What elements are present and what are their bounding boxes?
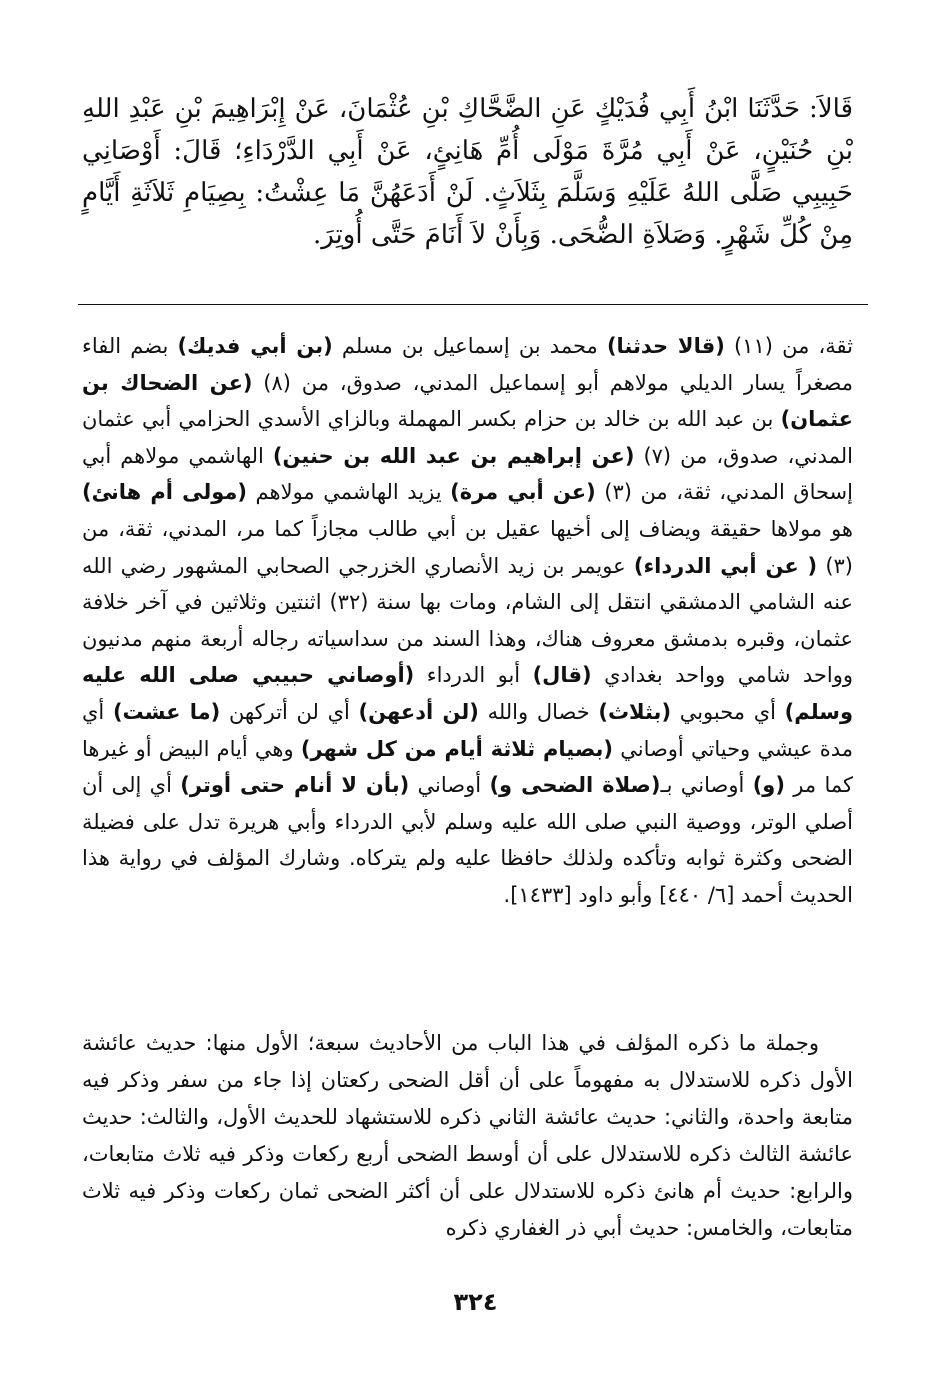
commentary-bold-segment: ( عن أبي الدرداء) [633,553,818,578]
commentary-segment: محمد بن إسماعيل بن مسلم [332,334,607,358]
commentary-bold-segment: (لن أدعهن) [358,699,479,724]
commentary-bold-segment: (أوصاني حبيبي صلى الله عليه وسلم) [82,663,853,724]
commentary-segment: ثقة، من (١١) [724,334,853,358]
commentary-segment: الهاشمي مولاهم أبي إسحاق المدني، ثقة، من (٣) [82,443,853,505]
commentary-segment: يزيد الهاشمي مولاهم [247,480,451,505]
commentary-bold-segment: (و) [752,773,785,798]
hadith-text: قَالاَ: حَدَّثَنَا ابْنُ أَبِي فُدَيْكٍ عَنِ الضَّحَّاكِ بْنِ عُثْمَانَ، عَنْ إِبْرَاهِيمَ بْنِ عَبْدِ اللهِ بْنِ حُنَيْنٍ، عَنْ أَبِي مُرَّةَ مَوْلَى أُمِّ هَانِئٍ، عَنْ أَبِي الدَّرْدَاءِ؛ قَالَ: أَوْصَانِي حَبِيبِي صَلَّى اللهُ عَلَيْهِ وَسَلَّمَ بِثَلاَثٍ. لَنْ أَدَعَهُنَّ مَا عِشْتُ: بِصِيَامِ ثَلاَثَةِ أَيَّامٍ مِنْ كُلِّ شَهْرٍ. وَصَلاَةِ الضُّحَى. وَبِأَنْ لاَ أَنَامَ حَتَّى أُوتِرَ. [82,94,853,250]
commentary-bold-segment: (بأن لا أنام حتى أوتر) [180,773,410,798]
chapter-summary-text: وجملة ما ذكره المؤلف في هذا الباب من الأحاديث سبعة؛ الأول منها: حديث عائشة الأول ذكره للاستدلال به مفهوماً على أن أقل الضحى ركعتان إذا جاء من سفر وذكر فيه متابعة واحدة، والثاني: حديث عائشة الثاني ذكره للاستشهاد للحديث الأول، والثالث: حديث عائشة الثالث ذكره للاستدلال على أن أوسط الضحى أربع ركعات وذكر فيه ثلاث متابعات، والرابع: حديث أم هانئ ذكره للاستدلال على أن أكثر الضحى ثمان ركعات وذكر فيه ثلاث متابعات، والخامس: حديث أبي ذر الغفاري ذكره [82,1031,853,1240]
commentary-segment: أوصاني [409,773,490,798]
commentary-bold-segment: (قال) [532,663,592,688]
commentary-segment: هو مولاها حقيقة ويضاف إلى أخيها عقيل بن أبي طالب مجازاً كما مر، المدني، ثقة، من (٣) [82,516,853,578]
commentary-segment: أبو الدرداء [414,663,533,688]
commentary-bold-segment: (بثلاث) [598,699,672,724]
commentary-bold-segment: (بن أبي فديك) [177,334,333,358]
commentary-segment: أوصاني بـ [660,773,753,798]
commentary-bold-segment: (بصيام ثلاثة أيام من كل شهر) [300,736,613,761]
page-number: ٣٢٤ [453,1288,498,1316]
commentary-bold-segment: (عن إبراهيم بن عبد الله بن حنين) [272,443,635,468]
commentary-segment: أي إلى أن أصلي الوتر، ووصية النبي صلى الله عليه وسلم لأبي الدرداء وأبي هريرة تدل على فضيلة الضحى وكثرة ثوابه وتأكده ولذلك حافظا عليه ولم يتركاه. وشارك المؤلف في رواية هذا الحديث أحمد [٦/ ٤٤٠] وأبو داود [١٤٣٣]. [82,773,853,907]
commentary-segment: أي لن أتركهن [220,699,359,724]
commentary-segment: أي محبوبي [671,699,785,724]
commentary-text [82,328,853,914]
footnote-separator-line [78,304,868,305]
commentary-segment: عويمر بن زيد الأنصاري الخزرجي الصحابي المشهور رضي الله عنه الشامي الدمشقي انتقل إلى الشام، ومات بها سنة (٣٢) اثنتين وثلاثين في آخر خلافة عثمان، وقبره بدمشق معروف هناك، وهذا السند من سداسياته رجاله أربعة منهم مدنيون وواحد شامي وواحد بغدادي [82,553,853,688]
commentary-bold-segment: (مولى أم هانئ) [82,480,248,505]
commentary-bold-segment: (ما عشت) [112,699,221,724]
commentary-segment: بضم الفاء مصغراً يسار الديلي مولاهم أبو إسماعيل المدني، صدوق، من (٨) [82,334,853,395]
commentary-segment: وهي أيام البيض أو غيرها كما مر [82,736,853,798]
commentary-segment: بن عبد الله بن خالد بن حزام بكسر المهملة وبالزاي الأسدي الحزامي أبي عثمان المدني، صدوق، من (٧) [82,407,853,468]
commentary-segment: خصال والله [478,699,599,724]
commentary-bold-segment: (عن أبي مرة) [450,480,596,505]
commentary-bold-segment: (صلاة الضحى و) [489,773,661,798]
commentary-segment: أي مدة عيشي وحياتي أوصاني [82,699,854,761]
commentary-bold-segment: (قالا حدثنا) [606,334,725,358]
commentary-bold-segment: (عن الضحاك بن عثمان) [82,370,853,432]
